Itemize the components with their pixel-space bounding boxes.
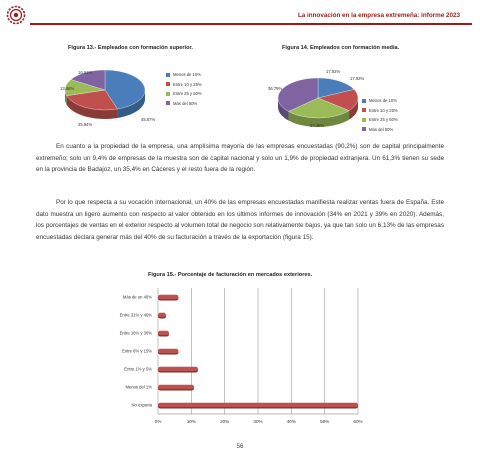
- bar: [158, 331, 169, 336]
- figure-13-legend: [166, 70, 202, 108]
- pie14-label-25-50: 27.36%: [310, 123, 325, 128]
- legend-item: [166, 80, 202, 90]
- bar: [158, 349, 178, 354]
- header-title: La innovación en la empresa extremeña: informe 2023: [297, 12, 460, 19]
- legend-item: [166, 70, 202, 80]
- x-tick-label: 40%: [286, 419, 296, 424]
- legend-label: Entre 10 y 25%: [369, 107, 398, 113]
- figure-13-pie-chart: [55, 64, 155, 126]
- y-category-label: Entre 6% y 15%: [121, 348, 152, 354]
- legend-label: Más del 50%: [369, 126, 394, 132]
- legend-label: Menos de 10%: [173, 72, 201, 78]
- pie14-label-less10: 17.92%: [326, 69, 341, 74]
- figure-14-legend: [362, 96, 398, 134]
- legend-item: [166, 99, 202, 109]
- pie14-label-more50: 36.79%: [268, 86, 283, 91]
- legend-swatch-purple: [362, 127, 366, 131]
- legend-swatch-green: [362, 118, 366, 122]
- y-category-label: Más de un 40%: [122, 294, 152, 300]
- x-tick-label: 50%: [320, 419, 330, 424]
- bar: [158, 367, 198, 372]
- page-number: 56: [236, 443, 244, 450]
- legend-item: [362, 125, 398, 135]
- pie13-label-less10: 45.87%: [141, 117, 156, 122]
- y-category-label: Entre 16% y 30%: [119, 330, 152, 336]
- legend-label: Menos de 10%: [369, 98, 397, 104]
- y-category-label: Entre 31% y 40%: [119, 312, 152, 318]
- legend-item: [362, 106, 398, 116]
- header-rule: [30, 23, 472, 25]
- gear-logo-icon: [6, 5, 26, 25]
- x-tick-label: 0%: [154, 419, 162, 424]
- legend-swatch-red: [362, 108, 366, 112]
- paragraph-ownership: [36, 141, 444, 176]
- paragraph-text: Por lo que respecta a su vocación internacional, un 40% de las empresas encuestadas manifiesta realizar ventas fuera de España. Este dato muestra un ligero aumento con respecto al valor obtenido en los últimos informes de innovación (34% en 2021 y 39% en 2020). Además, los porcentajes de ventas en el exterior respecto al volumen total de negocio son relativamente bajos, ya que tan solo un 6,13% de las empresas encuestadas declara generar más del 40% de su facturación a través de la exportación (figura 15).: [36, 199, 444, 241]
- pie13-label-10-25: 25.94%: [78, 122, 93, 127]
- paragraph-international: [36, 197, 444, 243]
- figure-13-title: Figura 13.- Empleados con formación superior.: [68, 45, 193, 51]
- y-category-label: Entre 1% y 5%: [124, 366, 152, 372]
- legend-item: [362, 96, 398, 106]
- x-tick-label: 10%: [186, 419, 196, 424]
- legend-label: Entre 10 y 25%: [173, 81, 202, 87]
- legend-swatch-green: [166, 92, 170, 96]
- legend-swatch-red: [166, 82, 170, 86]
- bar: [158, 385, 194, 390]
- x-tick-label: 20%: [220, 419, 230, 424]
- pie13-label-25-50: 13.68%: [60, 86, 75, 91]
- bar: [158, 295, 178, 300]
- legend-swatch-blue: [166, 73, 170, 77]
- legend-label: Entre 25 y 50%: [369, 117, 398, 123]
- figure-15-bar-chart: [100, 284, 390, 434]
- bar: [158, 403, 358, 408]
- legend-swatch-blue: [362, 99, 366, 103]
- legend-item: [362, 115, 398, 125]
- x-tick-label: 30%: [253, 419, 263, 424]
- legend-item: [166, 89, 202, 99]
- legend-swatch-purple: [166, 101, 170, 105]
- legend-label: Entre 25 y 50%: [173, 91, 202, 97]
- figure-15-title: Figura 15.- Porcentaje de facturación en mercados exteriores.: [148, 272, 313, 278]
- bar: [158, 313, 166, 318]
- figure-14-title: Figura 14. Empleados con formación media.: [282, 45, 400, 51]
- pie13-label-more50: 16.51%: [78, 70, 93, 75]
- x-tick-label: 60%: [353, 419, 363, 424]
- legend-label: Más del 50%: [173, 100, 198, 106]
- y-category-label: Menos del 1%: [125, 384, 152, 390]
- pie14-label-10-25: 17.93%: [350, 76, 365, 81]
- paragraph-text: En cuanto a la propiedad de la empresa, una amplísima mayoría de las empresas encuestadas (90,2%) son de capital principalmente extremeño; solo un 9,4% de empresas de la muestra son de capital nacional y solo un 1,9% de propiedad extranjera. Un 61,3% tienen su sede en la provincia de Badajoz, un 35,4% en Cáceres y el resto fuera de la región.: [36, 143, 444, 174]
- y-category-label: No exporta: [131, 402, 152, 408]
